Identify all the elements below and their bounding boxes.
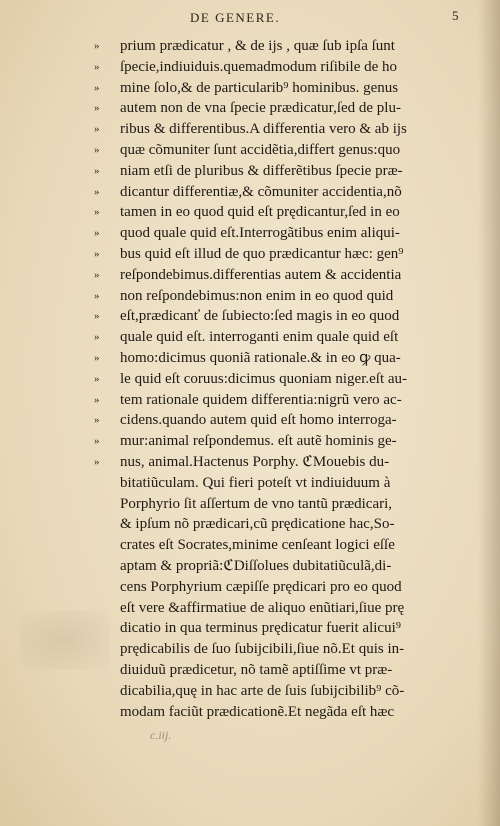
quotation-marker: » [94,351,100,364]
line-text: le quid eſt coruus:dicimus quoniam niger.eſt au- [120,370,408,387]
text-line [94,36,478,57]
text-line [94,244,478,265]
text-line [94,535,478,556]
quotation-marker: » [94,143,100,156]
text-line [94,431,478,452]
line-text: prium prædicatur , & de ijs , quæ ſub ipſa ſunt [120,38,395,54]
line-text: tem rationale quidem differentia:nigrũ vero ac- [120,391,402,408]
line-text: homo:dicimus quoniã rationale.& in eo ꝙ qua- [120,349,401,366]
line-text: quod quale quid eſt.Interrogãtibus enim aliqui- [120,225,400,242]
text-line [94,598,478,619]
text-line [94,286,478,307]
page-gutter-shadow [478,0,500,826]
line-text: tamen in eo quod quid eſt prędicantur,ſed in eo [120,204,400,221]
line-text: modam faciũt prædicationẽ.Et negãda eſt hæc [120,703,395,720]
quotation-marker: » [94,435,100,448]
line-text: aptam & propriã:ℭDiſſolues dubitatiũculã,di- [120,557,392,574]
quotation-marker: » [94,455,100,468]
text-line [94,494,478,515]
quotation-marker: » [94,227,100,240]
quotation-marker: » [94,414,100,427]
text-line [94,182,478,203]
text-line [94,410,478,431]
quotation-marker: » [94,185,100,198]
main-text-block [94,36,478,722]
line-text: diuiduũ prædicetur, nõ tamẽ aptiſſime vt præ- [120,661,393,678]
line-text: bus quid eſt illud de quo prædicantur hæc: gen⁹ [120,245,404,262]
quotation-marker: » [94,123,100,136]
quotation-marker: » [94,289,100,302]
running-title: DE GENERE. [190,10,281,25]
line-text: prędicabilis de ſuo ſubijcibili,ſiue nõ.Et quis in- [120,641,405,658]
line-text: dicatio in qua terminus prędicatur fuerit alicui⁹ [120,620,401,637]
line-text: dicabilia,quę in hac arte de ſuis ſubijcibilib⁹ cõ- [120,682,405,699]
text-line [94,473,478,494]
quotation-marker: » [94,372,100,385]
line-text: ſpecie,indiuiduis.quemadmodum riſibile de ho [120,58,398,75]
text-line [94,327,478,348]
quotation-marker: » [94,81,100,94]
text-line [94,660,478,681]
line-text: bitatiũculam. Qui fieri poteſt vt indiuiduum à [120,474,391,491]
text-line [94,223,478,244]
text-line [94,556,478,577]
quotation-marker: » [94,310,100,323]
quotation-marker: » [94,247,100,260]
text-line [94,78,478,99]
line-text: nus, animal.Hactenus Porphy. ℭMouebis du- [120,453,390,470]
text-line [94,140,478,161]
line-text: eſt vere &affirmatiue de aliquo enũtiari,ſiue prę [120,599,405,616]
text-line [94,618,478,639]
text-line [94,98,478,119]
page-number: 5 [452,8,459,23]
line-text: crates eſt Socrates,minime cenſeant logici eſſe [120,537,395,554]
line-text: eſt,prædicanť de ſubiecto:ſed magis in eo quod [120,308,400,325]
quotation-marker: » [94,268,100,281]
quotation-marker: » [94,393,100,406]
text-line [94,452,478,473]
text-line [94,306,478,327]
text-line [94,639,478,660]
text-line [94,514,478,535]
quotation-marker: » [94,331,100,344]
text-line [94,369,478,390]
quotation-marker: » [94,40,100,52]
line-text: autem non de vna ſpecie prædicatur,ſed de plu- [120,100,401,117]
text-line [94,681,478,702]
line-text: Porphyrio ſit aſſertum de vno tantũ prædicari, [120,495,393,512]
line-text: quale quid eſt. interroganti enim quale quid eſt [120,329,399,346]
quotation-marker: » [94,102,100,115]
line-text: mur:animal reſpondemus. eſt autẽ hominis ge- [120,433,397,450]
line-text: dicantur differentiæ,& cõmuniter accidentia,nõ [120,183,402,200]
line-text: ribus & differentibus.A differentia vero & ab ijs [120,121,407,138]
text-line [94,702,478,723]
text-line [94,390,478,411]
line-text: niam etſi de pluribus & differẽtibus ſpecie præ- [120,162,403,179]
line-text: cidens.quando autem quid eſt homo interroga- [120,412,397,429]
text-line [94,57,478,78]
line-text: & ipſum nõ prædicari,cũ prędicatione hac,So- [120,516,395,533]
line-text: cens Porphyrium cæpiſſe prędicari pro eo quod [120,578,402,595]
line-text: reſpondebimus.differentias autem & accidentia [120,266,402,283]
text-line [94,348,478,369]
line-text: mine ſolo,& de particularib⁹ hominibus. genus [120,79,399,96]
line-text: quæ cõmuniter ſunt accidẽtia,differt genus:quo [120,141,401,158]
quotation-marker: » [94,60,100,73]
text-line [94,119,478,140]
quotation-marker: » [94,206,100,219]
text-line [94,577,478,598]
signature-mark: c.iij. [150,728,172,742]
text-line [94,161,478,182]
line-text: non reſpondebimus:non enim in eo quod quid [120,287,394,304]
text-line [94,265,478,286]
quotation-marker: » [94,164,100,177]
text-line [94,202,478,223]
